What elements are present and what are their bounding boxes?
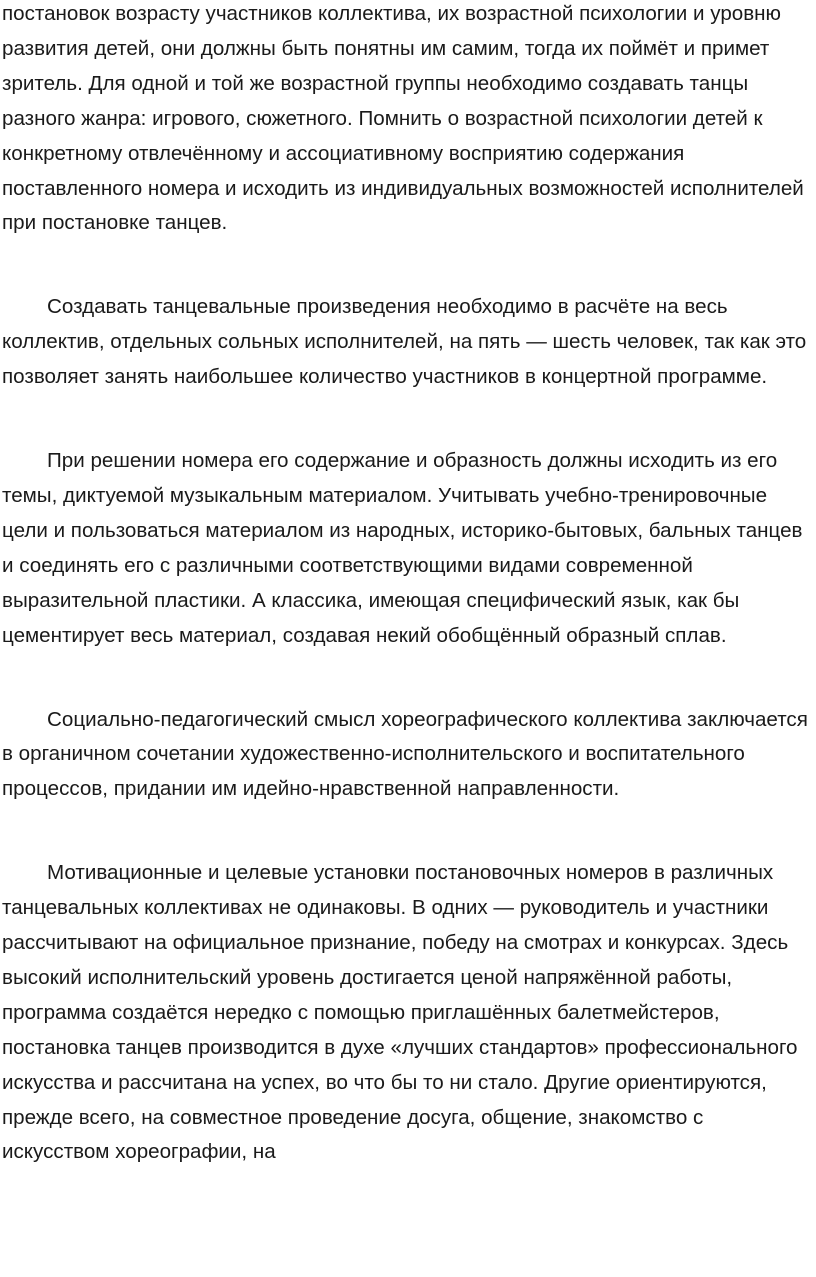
paragraph-1: постановок возрасту участников коллектива, их возрастной психологии и уровню развития детей, они должны быть понятны им самим, тогда их поймёт и примет зритель. Для одной и той же возрастной группы необходимо создавать танцы разного жанра: игрового, сюжетного. Помнить о возрастной психологии детей к конкретному отвлечённому и ассоциативному восприятию содержания поставленного номера и исходить из индивидуальных возможностей исполнителей при постановке танцев. <box>2 2 804 235</box>
paragraph-gap <box>2 654 810 703</box>
paragraph-5: Мотивационные и целевые установки постановочных номеров в различных танцевальных коллективах не одинаковы. В одних — руководитель и участники рассчитывают на официальное признание, победу на смотрах и конкурсах. Здесь высокий исполнительский уровень достигается ценой напряжённой работы, программа создаётся нередко с помощью приглашённых балетмейстеров, постановка танцев производится в духе «лучших стандартов» профессионального искусства и рассчитана на успех, во что бы то ни стало. Другие ориентируются, прежде всего, на совместное проведение досуга, общение, знакомство с искусством хореографии, на <box>2 861 798 1164</box>
paragraph-3: При решении номера его содержание и образность должны исходить из его темы, диктуемой музыкальным материалом. Учитывать учебно-тренировочные цели и пользоваться материалом из народных, историко-бытовых, бальных танцев и соединять его с различными соответствующими видами современной выразительной пластики. А классика, имеющая специфический язык, как бы цементирует весь материал, создавая некий обобщённый образный сплав. <box>2 449 803 647</box>
paragraph-gap <box>2 807 810 856</box>
paragraph-gap <box>2 241 810 290</box>
paragraph-2: Создавать танцевальные произведения необходимо в расчёте на весь коллектив, отдельных сольных исполнителей, на пять — шесть человек, так как это позволяет занять наибольшее количество участников в концертной программе. <box>2 295 807 389</box>
paragraph-4: Социально-педагогический смысл хореографического коллектива заключается в органичном сочетании художественно-исполнительского и воспитательного процессов, придании им идейно-нравственной направленности. <box>2 707 808 801</box>
paragraph-gap <box>2 395 810 444</box>
